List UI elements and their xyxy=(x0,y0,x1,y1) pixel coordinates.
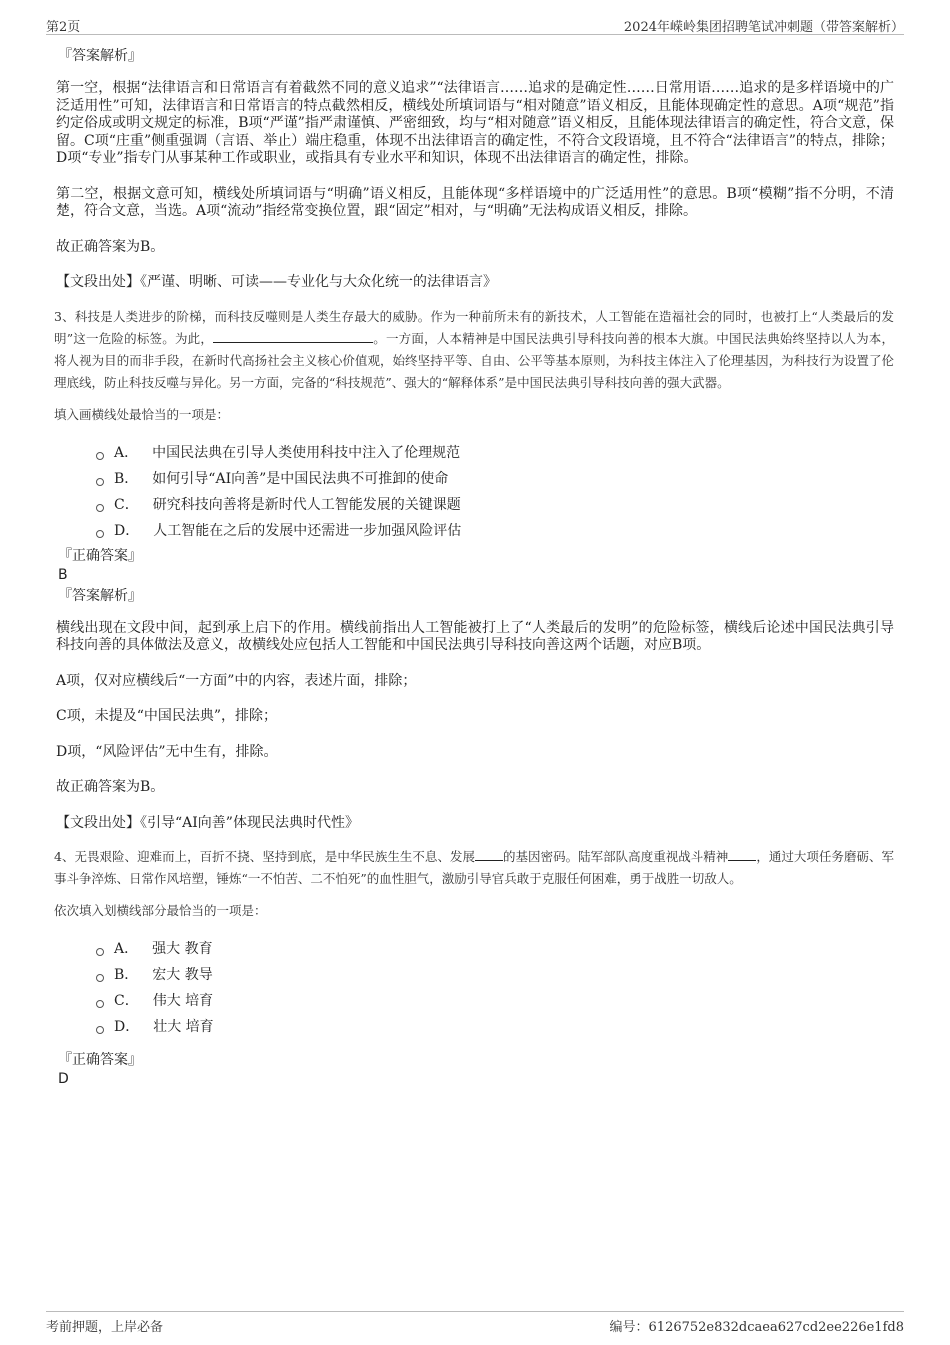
radio-icon[interactable] xyxy=(96,504,104,512)
footer-slogan: 考前押题，上岸必备 xyxy=(46,1320,164,1335)
q2-analysis-label: 『答案解析』 xyxy=(58,48,142,64)
q3-option-d[interactable]: D． 人工智能在之后的发展中还需进一步加强风险评估 xyxy=(96,518,894,544)
q2-analysis-paragraph-2: 第二空，根据文意可知，横线处所填词语与“明确”语义相反，且能体现“多样语境中的广泛适用性”的意思。B项“模糊”指不分明，不清楚，符合文意，当选。A项“流动”指经常变换位置，跟“固定”相对，与“明确”无法构成语义相反，排除。 xyxy=(56,185,894,219)
radio-icon[interactable] xyxy=(96,478,104,486)
q3-analysis-c: C项，未提及“中国民法典”，排除； xyxy=(56,708,278,724)
radio-icon[interactable] xyxy=(96,974,104,982)
q4-option-c[interactable]: C． 伟大 培育 xyxy=(96,988,894,1014)
radio-icon[interactable] xyxy=(96,530,104,538)
document-title: 2024年嵘岭集团招聘笔试冲刺题（带答案解析） xyxy=(623,20,904,35)
q3-answer: B xyxy=(58,566,68,583)
radio-icon[interactable] xyxy=(96,452,104,460)
q4-blank-2 xyxy=(728,848,756,861)
page-footer xyxy=(46,1311,904,1334)
q2-conclusion: 故正确答案为B。 xyxy=(56,238,165,255)
q3-analysis-a: A项，仅对应横线后“一方面”中的内容，表述片面，排除； xyxy=(56,672,417,689)
q3-analysis-paragraph: 横线出现在文段中间，起到承上启下的作用。横线前指出人工智能被打上了“人类最后的发明”的危险标签，横线后论述中国民法典引导科技向善的具体做法及意义，故横线处应包括人工智能和中国民法典引导科技向善这两个话题，对应B项。 xyxy=(56,619,894,653)
radio-icon[interactable] xyxy=(96,1000,104,1008)
q3-analysis-d: D项，“风险评估”无中生有，排除。 xyxy=(56,743,278,760)
q3-options xyxy=(96,440,894,544)
q3-blank xyxy=(213,330,373,343)
q3-source: 【文段出处】《引导“AI向善”体现民法典时代性》 xyxy=(56,814,359,831)
page-number: 第2页 xyxy=(46,20,81,35)
q2-source: 【文段出处】《严谨、明晰、可读——专业化与大众化统一的法律语言》 xyxy=(56,274,497,290)
document-body xyxy=(56,46,894,1088)
q4-option-d[interactable]: D． 壮大 培育 xyxy=(96,1014,894,1040)
q2-analysis-paragraph-1: 第一空，根据“法律语言和日常语言有着截然不同的意义追求”“法律语言……追求的是确定性……日常用语……追求的是多样语境中的广泛适用性”可知，法律语言和日常语言的特点截然相反，横线处所填词语与“相对随意”语义相反，且能体现确定性的意思。A项“规范”指约定俗成或明文规定的标准，B项“严谨”指严肃谨慎、严密细致，均与“相对随意”语义相反，且能体现法律语言的确定性，符合文意，保留。C项“庄重”侧重强调（言语、举止）端庄稳重，体现不出法律语言的确定性，不符合文段语境，且不符合“法律语言”的特点，排除；D项“专业”指专门从事某种工作或职业，或指具有专业水平和知识，体现不出法律语言的确定性，排除。 xyxy=(56,80,894,166)
q3-answer-label: 『正确答案』 xyxy=(58,547,142,564)
q4-option-a[interactable]: A． 强大 教育 xyxy=(96,936,894,962)
radio-icon[interactable] xyxy=(96,1026,104,1034)
q4-stem: 4、无畏艰险、迎难而上，百折不挠、坚持到底，是中华民族生生不息、发展 的基因密码。陆军部队高度重视战斗精神 ，通过大项任务磨砺、军事斗争淬炼、日常作风培塑，锤炼“一不怕苦、二不怕死”的血性胆气，激励引导官兵敢于克服任何困难，勇于战胜一切敌人。 xyxy=(54,849,894,886)
q3-analysis-label: 『答案解析』 xyxy=(58,587,142,604)
q3-option-b[interactable]: B． 如何引导“AI向善”是中国民法典不可推卸的使命 xyxy=(96,466,894,492)
q3-option-c[interactable]: C． 研究科技向善将是新时代人工智能发展的关键课题 xyxy=(96,492,894,518)
q3-conclusion: 故正确答案为B。 xyxy=(56,779,165,795)
q3-stem: 3、科技是人类进步的阶梯，而科技反噬则是人类生存最大的威胁。作为一种前所未有的新技术，人工智能在造福社会的同时，也被打上“人类最后的发明”这一危险的标签。为此， 。一方面，人本精神是中国民法典引导科技向善的根本大旗。中国民法典始终坚持以人为本，将人视为目的而非手段，在新时代高扬社会主义核心价值观，始终坚持平等、自由、公平等基本原则，为科技主体注入了伦理基因，为科技行为设置了伦理底线，防止科技反噬与异化。另一方面，完备的“科技规范”、强大的“解释体系”是中国民法典引导科技向善的强大武器。 xyxy=(54,308,894,390)
q4-answer-label: 『正确答案』 xyxy=(58,1052,142,1068)
page-header xyxy=(46,14,904,35)
q3-prompt: 填入画横线处最恰当的一项是： xyxy=(54,406,230,422)
q4-prompt: 依次填入划横线部分最恰当的一项是： xyxy=(54,903,267,918)
q4-options xyxy=(96,936,894,1040)
q3-option-a[interactable]: A． 中国民法典在引导人类使用科技中注入了伦理规范 xyxy=(96,440,894,466)
q4-blank-1 xyxy=(475,848,503,861)
document-id: 编号：6126752e832dcaea627cd2ee226e1fd8 xyxy=(609,1320,904,1335)
q4-option-b[interactable]: B． 宏大 教导 xyxy=(96,962,894,988)
radio-icon[interactable] xyxy=(96,948,104,956)
q4-answer: D xyxy=(58,1071,69,1087)
